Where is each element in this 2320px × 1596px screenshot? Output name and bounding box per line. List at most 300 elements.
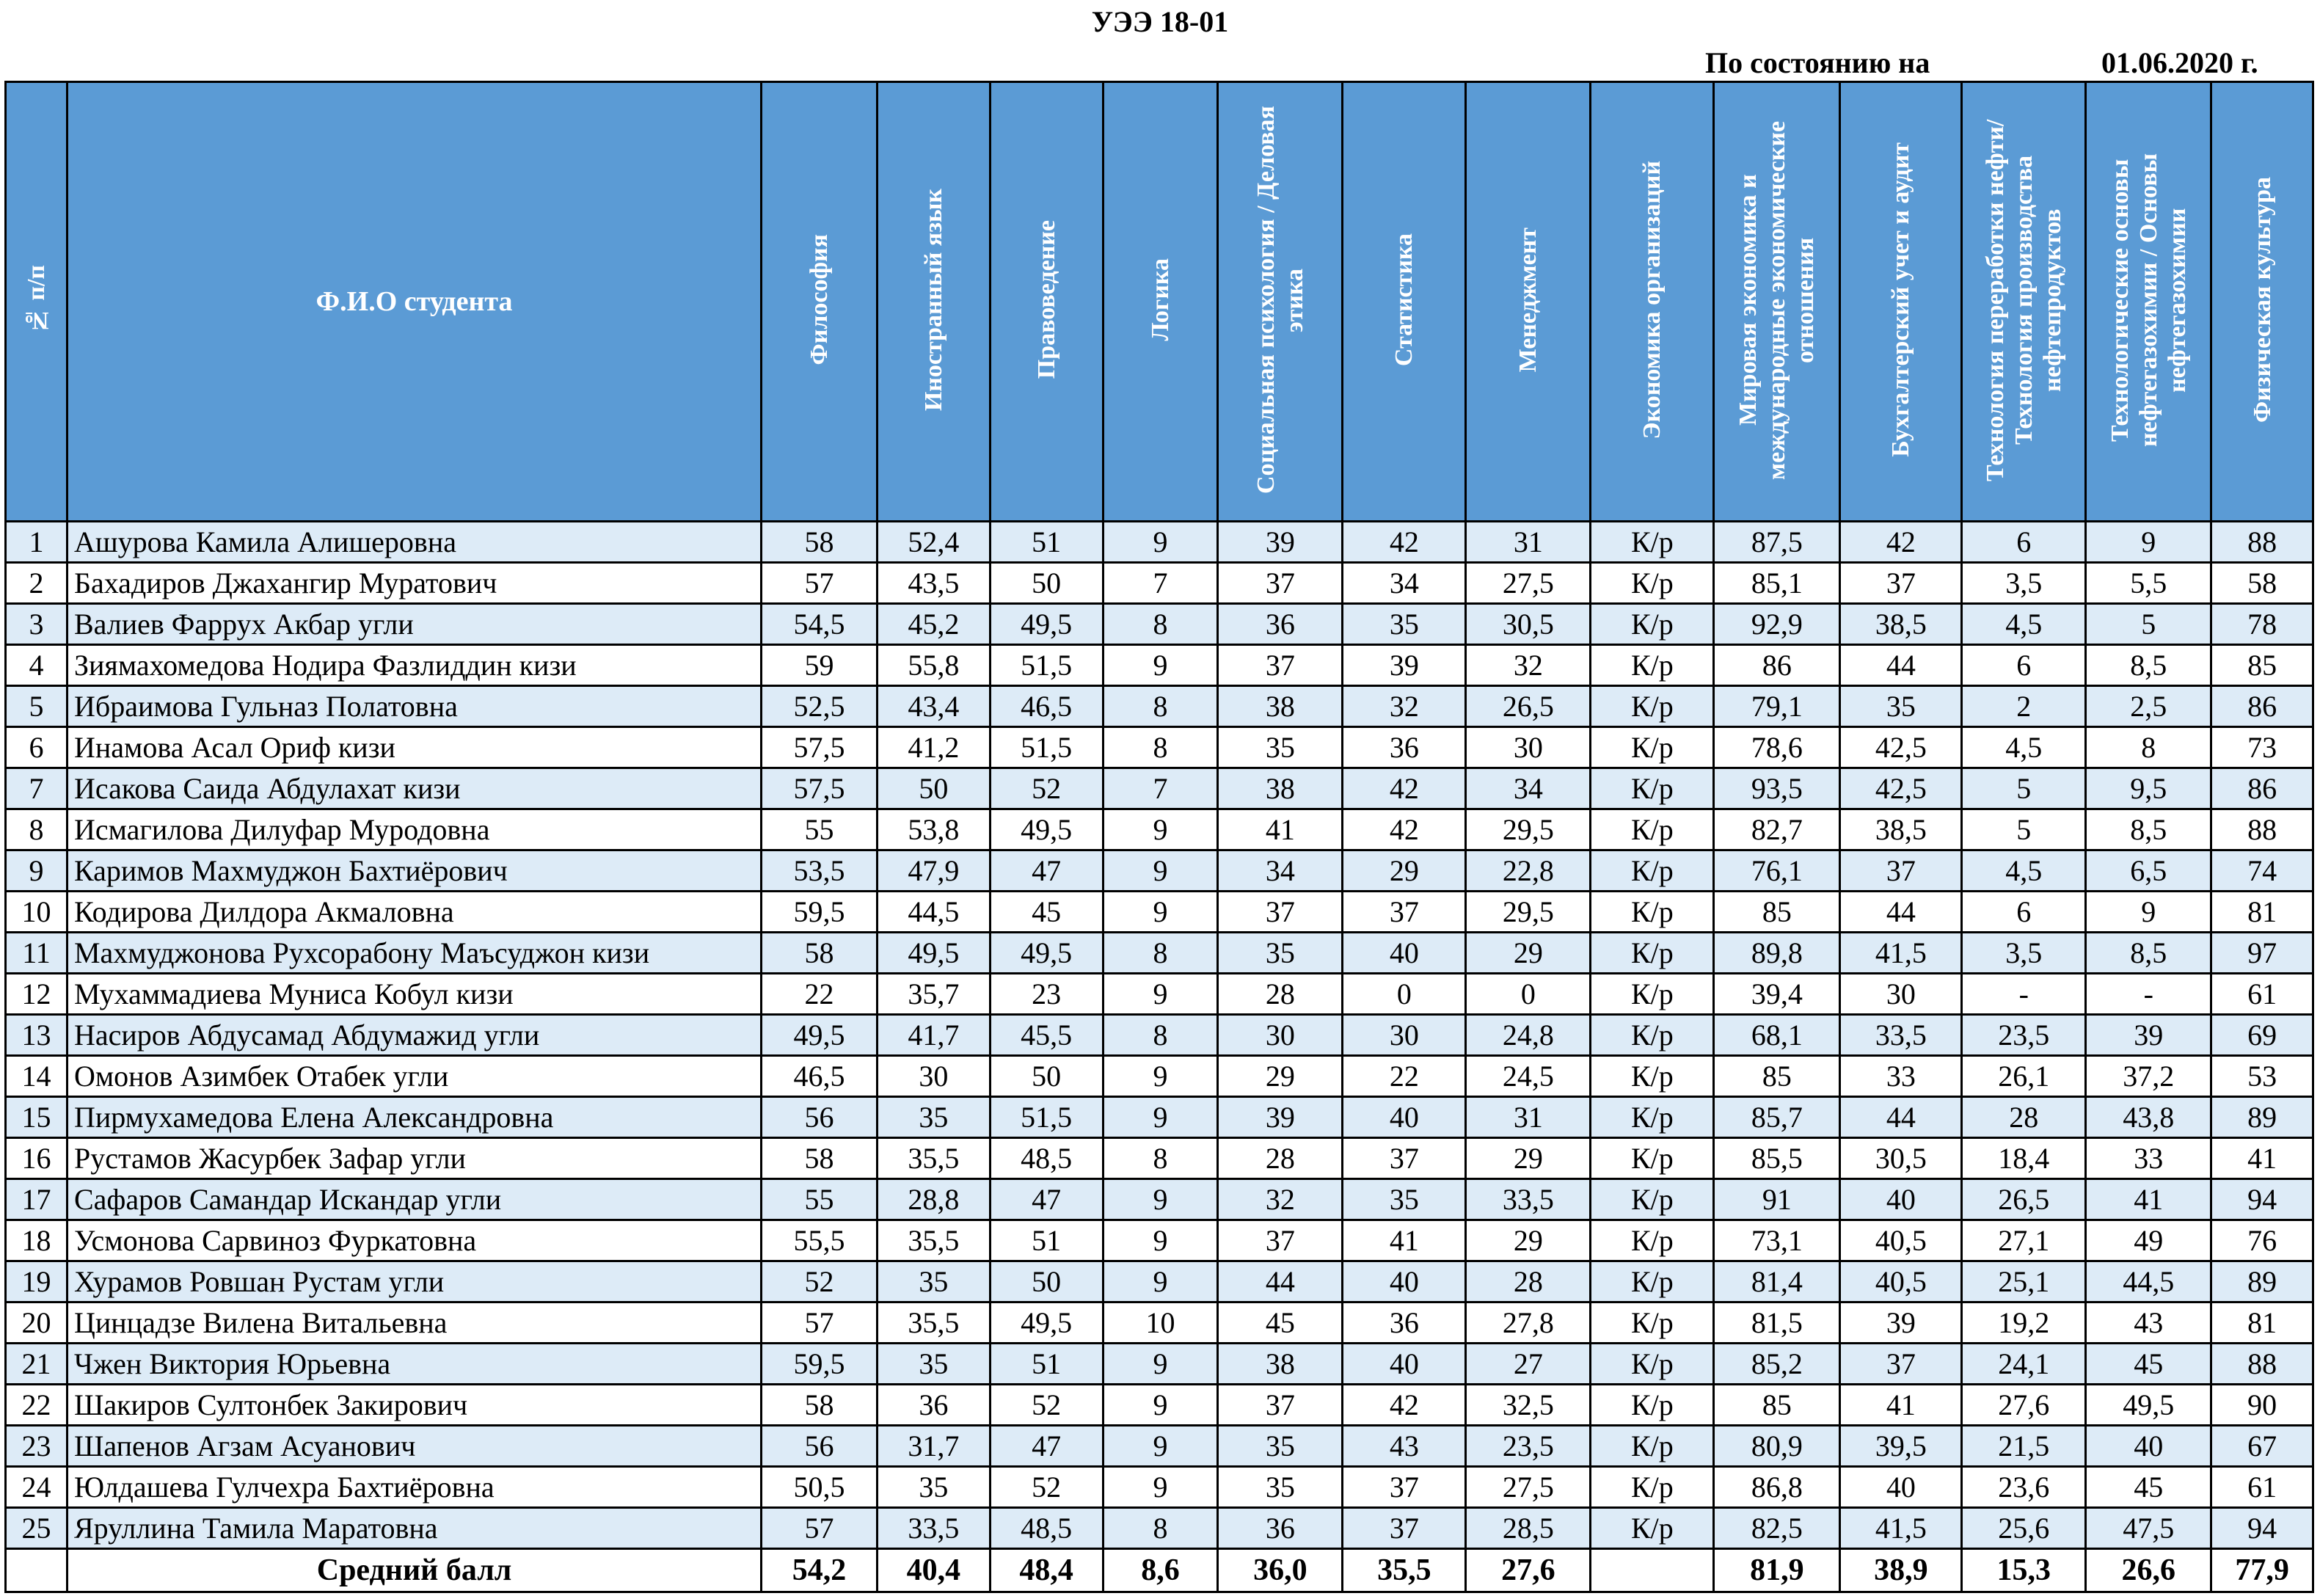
grade-cell: 43,5 (877, 563, 990, 604)
grade-cell: 49,5 (990, 604, 1103, 645)
grade-cell: 43,8 (2086, 1097, 2211, 1138)
grade-cell: 47 (990, 1179, 1103, 1220)
student-name: Ашурова Камила Алишеровна (67, 522, 761, 563)
grade-cell: 25,1 (1962, 1261, 2086, 1302)
grade-cell: 29,5 (1466, 809, 1591, 850)
grade-cell: 53 (2211, 1056, 2313, 1097)
header-subject: Иностранный язык (877, 82, 990, 522)
grade-cell: 8 (1103, 1138, 1218, 1179)
row-number: 5 (6, 686, 68, 727)
grade-cell: 59,5 (762, 892, 878, 933)
student-name: Пирмухамедова Елена Александровна (67, 1097, 761, 1138)
table-row (6, 850, 2313, 892)
grade-cell: 47,9 (877, 850, 990, 892)
grade-cell: 45,5 (990, 1015, 1103, 1056)
grade-cell: 50,5 (762, 1467, 878, 1508)
grade-cell: 50 (990, 1261, 1103, 1302)
grade-cell: 73 (2211, 727, 2313, 768)
grade-cell: 27,8 (1466, 1302, 1591, 1344)
grade-cell: 58 (762, 1138, 878, 1179)
table-row (6, 1056, 2313, 1097)
grade-cell: 28,5 (1466, 1508, 1591, 1549)
grade-cell: 27 (1466, 1344, 1591, 1385)
table-row (6, 686, 2313, 727)
student-name: Чжен Виктория Юрьевна (67, 1344, 761, 1385)
grade-cell: 37 (1343, 1467, 1466, 1508)
grade-cell: 40 (1343, 1097, 1466, 1138)
average-label: Средний балл (67, 1549, 761, 1592)
table-row (6, 974, 2313, 1015)
row-number: 18 (6, 1220, 68, 1261)
student-name: Бахадиров Джахангир Муратович (67, 563, 761, 604)
grade-cell: 42 (1343, 768, 1466, 809)
grade-cell: 44 (1840, 645, 1962, 686)
grade-cell: 43 (1343, 1426, 1466, 1467)
grade-cell: 9 (1103, 1385, 1218, 1426)
grade-cell: 55,8 (877, 645, 990, 686)
row-number: 20 (6, 1302, 68, 1344)
grade-cell: 52 (990, 1385, 1103, 1426)
grade-cell: 23,5 (1466, 1426, 1591, 1467)
grade-cell: К/р (1591, 1385, 1714, 1426)
grade-cell: 78,6 (1714, 727, 1840, 768)
table-row (6, 563, 2313, 604)
grade-cell: 28 (1218, 974, 1343, 1015)
grade-cell: 29 (1343, 850, 1466, 892)
header-subject: Экономика организаций (1591, 82, 1714, 522)
grade-cell: 3,5 (1962, 933, 2086, 974)
grade-cell: 58 (762, 933, 878, 974)
grade-cell: 85 (1714, 892, 1840, 933)
grade-cell: 34 (1466, 768, 1591, 809)
grade-cell: 76 (2211, 1220, 2313, 1261)
grade-cell: 56 (762, 1426, 878, 1467)
grade-cell: 6 (1962, 892, 2086, 933)
grade-cell: 33 (1840, 1056, 1962, 1097)
grade-cell: 93,5 (1714, 768, 1840, 809)
student-name: Сафаров Самандар Искандар угли (67, 1179, 761, 1220)
average-cell: 27,6 (1466, 1549, 1591, 1592)
grade-cell: 31 (1466, 1097, 1591, 1138)
grade-cell: 45 (1218, 1302, 1343, 1344)
grade-cell: 24,8 (1466, 1015, 1591, 1056)
table-row (6, 892, 2313, 933)
grade-cell: 44 (1840, 892, 1962, 933)
table-row (6, 1261, 2313, 1302)
average-num-cell (6, 1549, 68, 1592)
row-number: 16 (6, 1138, 68, 1179)
grade-cell: 9 (1103, 522, 1218, 563)
grade-cell: 41 (1840, 1385, 1962, 1426)
grade-cell: 40,5 (1840, 1220, 1962, 1261)
grade-cell: 61 (2211, 1467, 2313, 1508)
grade-cell: 28 (1218, 1138, 1343, 1179)
row-number: 8 (6, 809, 68, 850)
table-row (6, 933, 2313, 974)
grade-cell: К/р (1591, 522, 1714, 563)
grade-cell: 73,1 (1714, 1220, 1840, 1261)
grade-cell: К/р (1591, 1426, 1714, 1467)
grade-cell: 88 (2211, 522, 2313, 563)
header-subject: Социальная психология / Деловая этика (1218, 82, 1343, 522)
row-number: 21 (6, 1344, 68, 1385)
grade-cell: 37 (1218, 1385, 1343, 1426)
grade-cell: 86,8 (1714, 1467, 1840, 1508)
grade-cell: 89 (2211, 1261, 2313, 1302)
grade-cell: 86 (2211, 768, 2313, 809)
grade-cell: 45 (990, 892, 1103, 933)
grade-cell: 50 (877, 768, 990, 809)
student-name: Ибраимова Гульназ Полатовна (67, 686, 761, 727)
grade-cell: 39,5 (1840, 1426, 1962, 1467)
grade-cell: 40,5 (1840, 1261, 1962, 1302)
grade-cell: 23,5 (1962, 1015, 2086, 1056)
grade-cell: 90 (2211, 1385, 2313, 1426)
grade-cell: 85 (1714, 1056, 1840, 1097)
grade-cell: К/р (1591, 727, 1714, 768)
grade-cell: 34 (1343, 563, 1466, 604)
grade-cell: 85,7 (1714, 1097, 1840, 1138)
average-cell: 81,9 (1714, 1549, 1840, 1592)
grade-cell: 81 (2211, 1302, 2313, 1344)
grade-cell: 44,5 (2086, 1261, 2211, 1302)
grade-cell: 9 (1103, 850, 1218, 892)
grade-cell: 9 (1103, 1097, 1218, 1138)
student-name: Рустамов Жасурбек Зафар угли (67, 1138, 761, 1179)
grade-cell: 33 (2086, 1138, 2211, 1179)
grade-cell: 87,5 (1714, 522, 1840, 563)
grade-cell: К/р (1591, 1220, 1714, 1261)
grade-cell: 4,5 (1962, 850, 2086, 892)
grade-cell: 9,5 (2086, 768, 2211, 809)
average-cell: 15,3 (1962, 1549, 2086, 1592)
grade-cell: 85 (1714, 1385, 1840, 1426)
grade-cell: 49,5 (877, 933, 990, 974)
grade-cell: 53,5 (762, 850, 878, 892)
grade-cell: 45 (2086, 1344, 2211, 1385)
grade-cell: 47 (990, 1426, 1103, 1467)
row-number: 12 (6, 974, 68, 1015)
student-name: Кодирова Дилдора Акмаловна (67, 892, 761, 933)
grade-cell: 9 (1103, 809, 1218, 850)
grade-cell: 91 (1714, 1179, 1840, 1220)
grade-cell: 26,5 (1962, 1179, 2086, 1220)
header-subject: Технология переработки нефти/ Технология производства нефтепродуктов (1962, 82, 2086, 522)
grade-cell: 8 (1103, 933, 1218, 974)
grade-cell: 94 (2211, 1179, 2313, 1220)
grade-cell: К/р (1591, 1138, 1714, 1179)
grade-cell: 24,5 (1466, 1056, 1591, 1097)
grade-cell: 9 (1103, 1344, 1218, 1385)
grade-cell: 35 (877, 1097, 990, 1138)
grade-cell: 88 (2211, 809, 2313, 850)
grade-cell: 39,4 (1714, 974, 1840, 1015)
row-number: 22 (6, 1385, 68, 1426)
grade-cell: 38 (1218, 686, 1343, 727)
grade-cell: 58 (762, 522, 878, 563)
grade-cell: 29 (1466, 933, 1591, 974)
grade-cell: К/р (1591, 809, 1714, 850)
grade-cell: 40 (1840, 1179, 1962, 1220)
table-row (6, 1467, 2313, 1508)
grade-cell: 9 (1103, 1179, 1218, 1220)
grade-cell: 35 (877, 1344, 990, 1385)
grade-cell: 37 (1840, 850, 1962, 892)
grade-cell: 39 (1343, 645, 1466, 686)
grade-cell: 19,2 (1962, 1302, 2086, 1344)
student-name: Исакова Саида Абдулахат кизи (67, 768, 761, 809)
grade-cell: 36 (1343, 1302, 1466, 1344)
grade-cell: 94 (2211, 1508, 2313, 1549)
grade-cell: 42,5 (1840, 768, 1962, 809)
grade-cell: 92,9 (1714, 604, 1840, 645)
grade-cell: 48,5 (990, 1138, 1103, 1179)
header-subject: Философия (762, 82, 878, 522)
grades-table (4, 81, 2314, 1593)
grade-cell: 42 (1343, 522, 1466, 563)
grade-cell: 85,5 (1714, 1138, 1840, 1179)
grade-cell: 41,2 (877, 727, 990, 768)
grade-cell: 27,5 (1466, 563, 1591, 604)
grade-cell: 85,1 (1714, 563, 1840, 604)
row-number: 23 (6, 1426, 68, 1467)
grade-cell: К/р (1591, 1097, 1714, 1138)
grade-cell: 9 (2086, 522, 2211, 563)
grade-cell: 53,8 (877, 809, 990, 850)
grade-cell: 6 (1962, 645, 2086, 686)
grade-cell: 29 (1466, 1220, 1591, 1261)
grade-cell: 59,5 (762, 1344, 878, 1385)
grade-cell: 61 (2211, 974, 2313, 1015)
grade-cell: К/р (1591, 604, 1714, 645)
grade-cell: 42 (1343, 809, 1466, 850)
grade-cell: 82,5 (1714, 1508, 1840, 1549)
header-subject: Технологические основы нефтегазохимии / Основы нефтегазохимии (2086, 82, 2211, 522)
grade-cell: 38,5 (1840, 809, 1962, 850)
grade-cell: 25,6 (1962, 1508, 2086, 1549)
row-number: 19 (6, 1261, 68, 1302)
grade-cell: 10 (1103, 1302, 1218, 1344)
grade-cell: 88 (2211, 1344, 2313, 1385)
grade-cell: 38 (1218, 1344, 1343, 1385)
grade-cell: К/р (1591, 645, 1714, 686)
grade-cell: 8 (1103, 604, 1218, 645)
grade-cell: - (1962, 974, 2086, 1015)
grade-cell: 8 (1103, 727, 1218, 768)
grade-cell: 44,5 (877, 892, 990, 933)
grade-cell: 39 (1840, 1302, 1962, 1344)
grade-cell: 23,6 (1962, 1467, 2086, 1508)
table-row (6, 727, 2313, 768)
grade-cell: 51,5 (990, 645, 1103, 686)
table-row (6, 768, 2313, 809)
grade-cell: 5 (1962, 768, 2086, 809)
grade-cell: 44 (1840, 1097, 1962, 1138)
grade-cell: 80,9 (1714, 1426, 1840, 1467)
grade-cell: 44 (1218, 1261, 1343, 1302)
table-row (6, 1426, 2313, 1467)
grade-cell: 57,5 (762, 727, 878, 768)
grade-cell: 37,2 (2086, 1056, 2211, 1097)
grade-cell: 24,1 (1962, 1344, 2086, 1385)
grade-cell: 2,5 (2086, 686, 2211, 727)
grade-cell: 38,5 (1840, 604, 1962, 645)
grade-cell: 97 (2211, 933, 2313, 974)
table-row (6, 604, 2313, 645)
grade-cell: 41 (2211, 1138, 2313, 1179)
row-number: 13 (6, 1015, 68, 1056)
grade-cell: 30 (1218, 1015, 1343, 1056)
grade-cell: 40 (1840, 1467, 1962, 1508)
row-number: 3 (6, 604, 68, 645)
row-number: 7 (6, 768, 68, 809)
grade-cell: К/р (1591, 892, 1714, 933)
header-subject: Правоведение (990, 82, 1103, 522)
table-body (6, 522, 2313, 1549)
grade-cell: 22 (762, 974, 878, 1015)
grade-cell: 6 (1962, 522, 2086, 563)
student-name: Цинцадзе Вилена Витальевна (67, 1302, 761, 1344)
grade-cell: 43,4 (877, 686, 990, 727)
student-name: Шапенов Агзам Асуанович (67, 1426, 761, 1467)
grade-cell: 67 (2211, 1426, 2313, 1467)
grade-cell: 49,5 (990, 809, 1103, 850)
grade-cell: 8,5 (2086, 809, 2211, 850)
grade-cell: К/р (1591, 933, 1714, 974)
grade-cell: К/р (1591, 768, 1714, 809)
grade-cell: 35 (877, 1261, 990, 1302)
average-cell: 54,2 (762, 1549, 878, 1592)
grade-cell: 4,5 (1962, 727, 2086, 768)
grade-cell: К/р (1591, 686, 1714, 727)
table-row (6, 1302, 2313, 1344)
grade-cell: 7 (1103, 563, 1218, 604)
row-number: 24 (6, 1467, 68, 1508)
grade-cell: 35 (1218, 727, 1343, 768)
grade-cell: 51 (990, 522, 1103, 563)
grade-cell: 30 (1343, 1015, 1466, 1056)
grade-cell: 36 (877, 1385, 990, 1426)
grade-cell: - (2086, 974, 2211, 1015)
grade-cell: 56 (762, 1097, 878, 1138)
grade-cell: 85,2 (1714, 1344, 1840, 1385)
grade-cell: 32,5 (1466, 1385, 1591, 1426)
grade-cell: 47 (990, 850, 1103, 892)
grade-cell: 33,5 (1466, 1179, 1591, 1220)
student-name: Яруллина Тамила Маратовна (67, 1508, 761, 1549)
grade-cell: 35 (1343, 1179, 1466, 1220)
grade-cell: 42 (1840, 522, 1962, 563)
grade-cell: 22 (1343, 1056, 1466, 1097)
grade-cell: 8 (1103, 1015, 1218, 1056)
grade-cell: 39 (2086, 1015, 2211, 1056)
grade-cell: 32 (1466, 645, 1591, 686)
grade-cell: К/р (1591, 563, 1714, 604)
average-cell: 36,0 (1218, 1549, 1343, 1592)
grade-cell: 39 (1218, 1097, 1343, 1138)
grade-cell: 4,5 (1962, 604, 2086, 645)
grade-cell: 51 (990, 1220, 1103, 1261)
grade-cell: 41,5 (1840, 933, 1962, 974)
grade-cell: 8,5 (2086, 933, 2211, 974)
row-number: 25 (6, 1508, 68, 1549)
grade-cell: 36 (1218, 1508, 1343, 1549)
grade-cell: 49,5 (762, 1015, 878, 1056)
grade-cell: 21,5 (1962, 1426, 2086, 1467)
grade-cell: 85 (2211, 645, 2313, 686)
grade-cell: 55,5 (762, 1220, 878, 1261)
grade-cell: К/р (1591, 1179, 1714, 1220)
student-name: Юлдашева Гулчехра Бахтиёровна (67, 1467, 761, 1508)
row-number: 9 (6, 850, 68, 892)
table-row (6, 1344, 2313, 1385)
header-subject: Логика (1103, 82, 1218, 522)
grade-cell: 3,5 (1962, 563, 2086, 604)
grade-cell: 49,5 (990, 1302, 1103, 1344)
grade-cell: 82,7 (1714, 809, 1840, 850)
grade-cell: 9 (1103, 645, 1218, 686)
grade-cell: 37 (1343, 1508, 1466, 1549)
average-row (6, 1549, 2313, 1592)
grade-cell: 9 (1103, 1426, 1218, 1467)
grade-cell: 37 (1218, 563, 1343, 604)
grade-cell: К/р (1591, 1302, 1714, 1344)
grade-cell: 22,8 (1466, 850, 1591, 892)
header-subject: Физическая культура (2211, 82, 2313, 522)
grade-cell: 48,5 (990, 1508, 1103, 1549)
row-number: 6 (6, 727, 68, 768)
grade-cell: 89 (2211, 1097, 2313, 1138)
grade-cell: 76,1 (1714, 850, 1840, 892)
table-row (6, 1220, 2313, 1261)
grade-cell: 36 (1343, 727, 1466, 768)
student-name: Каримов Махмуджон Бахтиёрович (67, 850, 761, 892)
student-name: Омонов Азимбек Отабек угли (67, 1056, 761, 1097)
grade-cell: 40 (1343, 1261, 1466, 1302)
grade-cell: 41,5 (1840, 1508, 1962, 1549)
grade-cell: 9 (1103, 1056, 1218, 1097)
grade-cell: 28,8 (877, 1179, 990, 1220)
grade-cell: 30 (1840, 974, 1962, 1015)
average-cell: 8,6 (1103, 1549, 1218, 1592)
grade-cell: 8 (2086, 727, 2211, 768)
grade-cell: 27,5 (1466, 1467, 1591, 1508)
grade-cell: К/р (1591, 974, 1714, 1015)
grade-cell: 49,5 (2086, 1385, 2211, 1426)
grade-cell: 40 (1343, 1344, 1466, 1385)
grade-cell: 57 (762, 563, 878, 604)
status-date: 01.06.2020 г. (2101, 46, 2258, 79)
average-cell: 77,9 (2211, 1549, 2313, 1592)
grade-cell: 18,4 (1962, 1138, 2086, 1179)
grade-cell: 8 (1103, 1508, 1218, 1549)
grade-cell: К/р (1591, 1056, 1714, 1097)
grade-cell: 51,5 (990, 1097, 1103, 1138)
grade-cell: 6,5 (2086, 850, 2211, 892)
grade-cell: 35,5 (877, 1138, 990, 1179)
grade-cell: 45,2 (877, 604, 990, 645)
average-cell: 40,4 (877, 1549, 990, 1592)
grade-cell: 55 (762, 809, 878, 850)
grade-cell: 37 (1343, 1138, 1466, 1179)
header-row (6, 82, 2313, 522)
grade-cell: 79,1 (1714, 686, 1840, 727)
grade-cell: 41 (1218, 809, 1343, 850)
grade-cell: 31 (1466, 522, 1591, 563)
grade-cell: 68,1 (1714, 1015, 1840, 1056)
grade-cell: 43 (2086, 1302, 2211, 1344)
student-name: Шакиров Султонбек Закирович (67, 1385, 761, 1426)
